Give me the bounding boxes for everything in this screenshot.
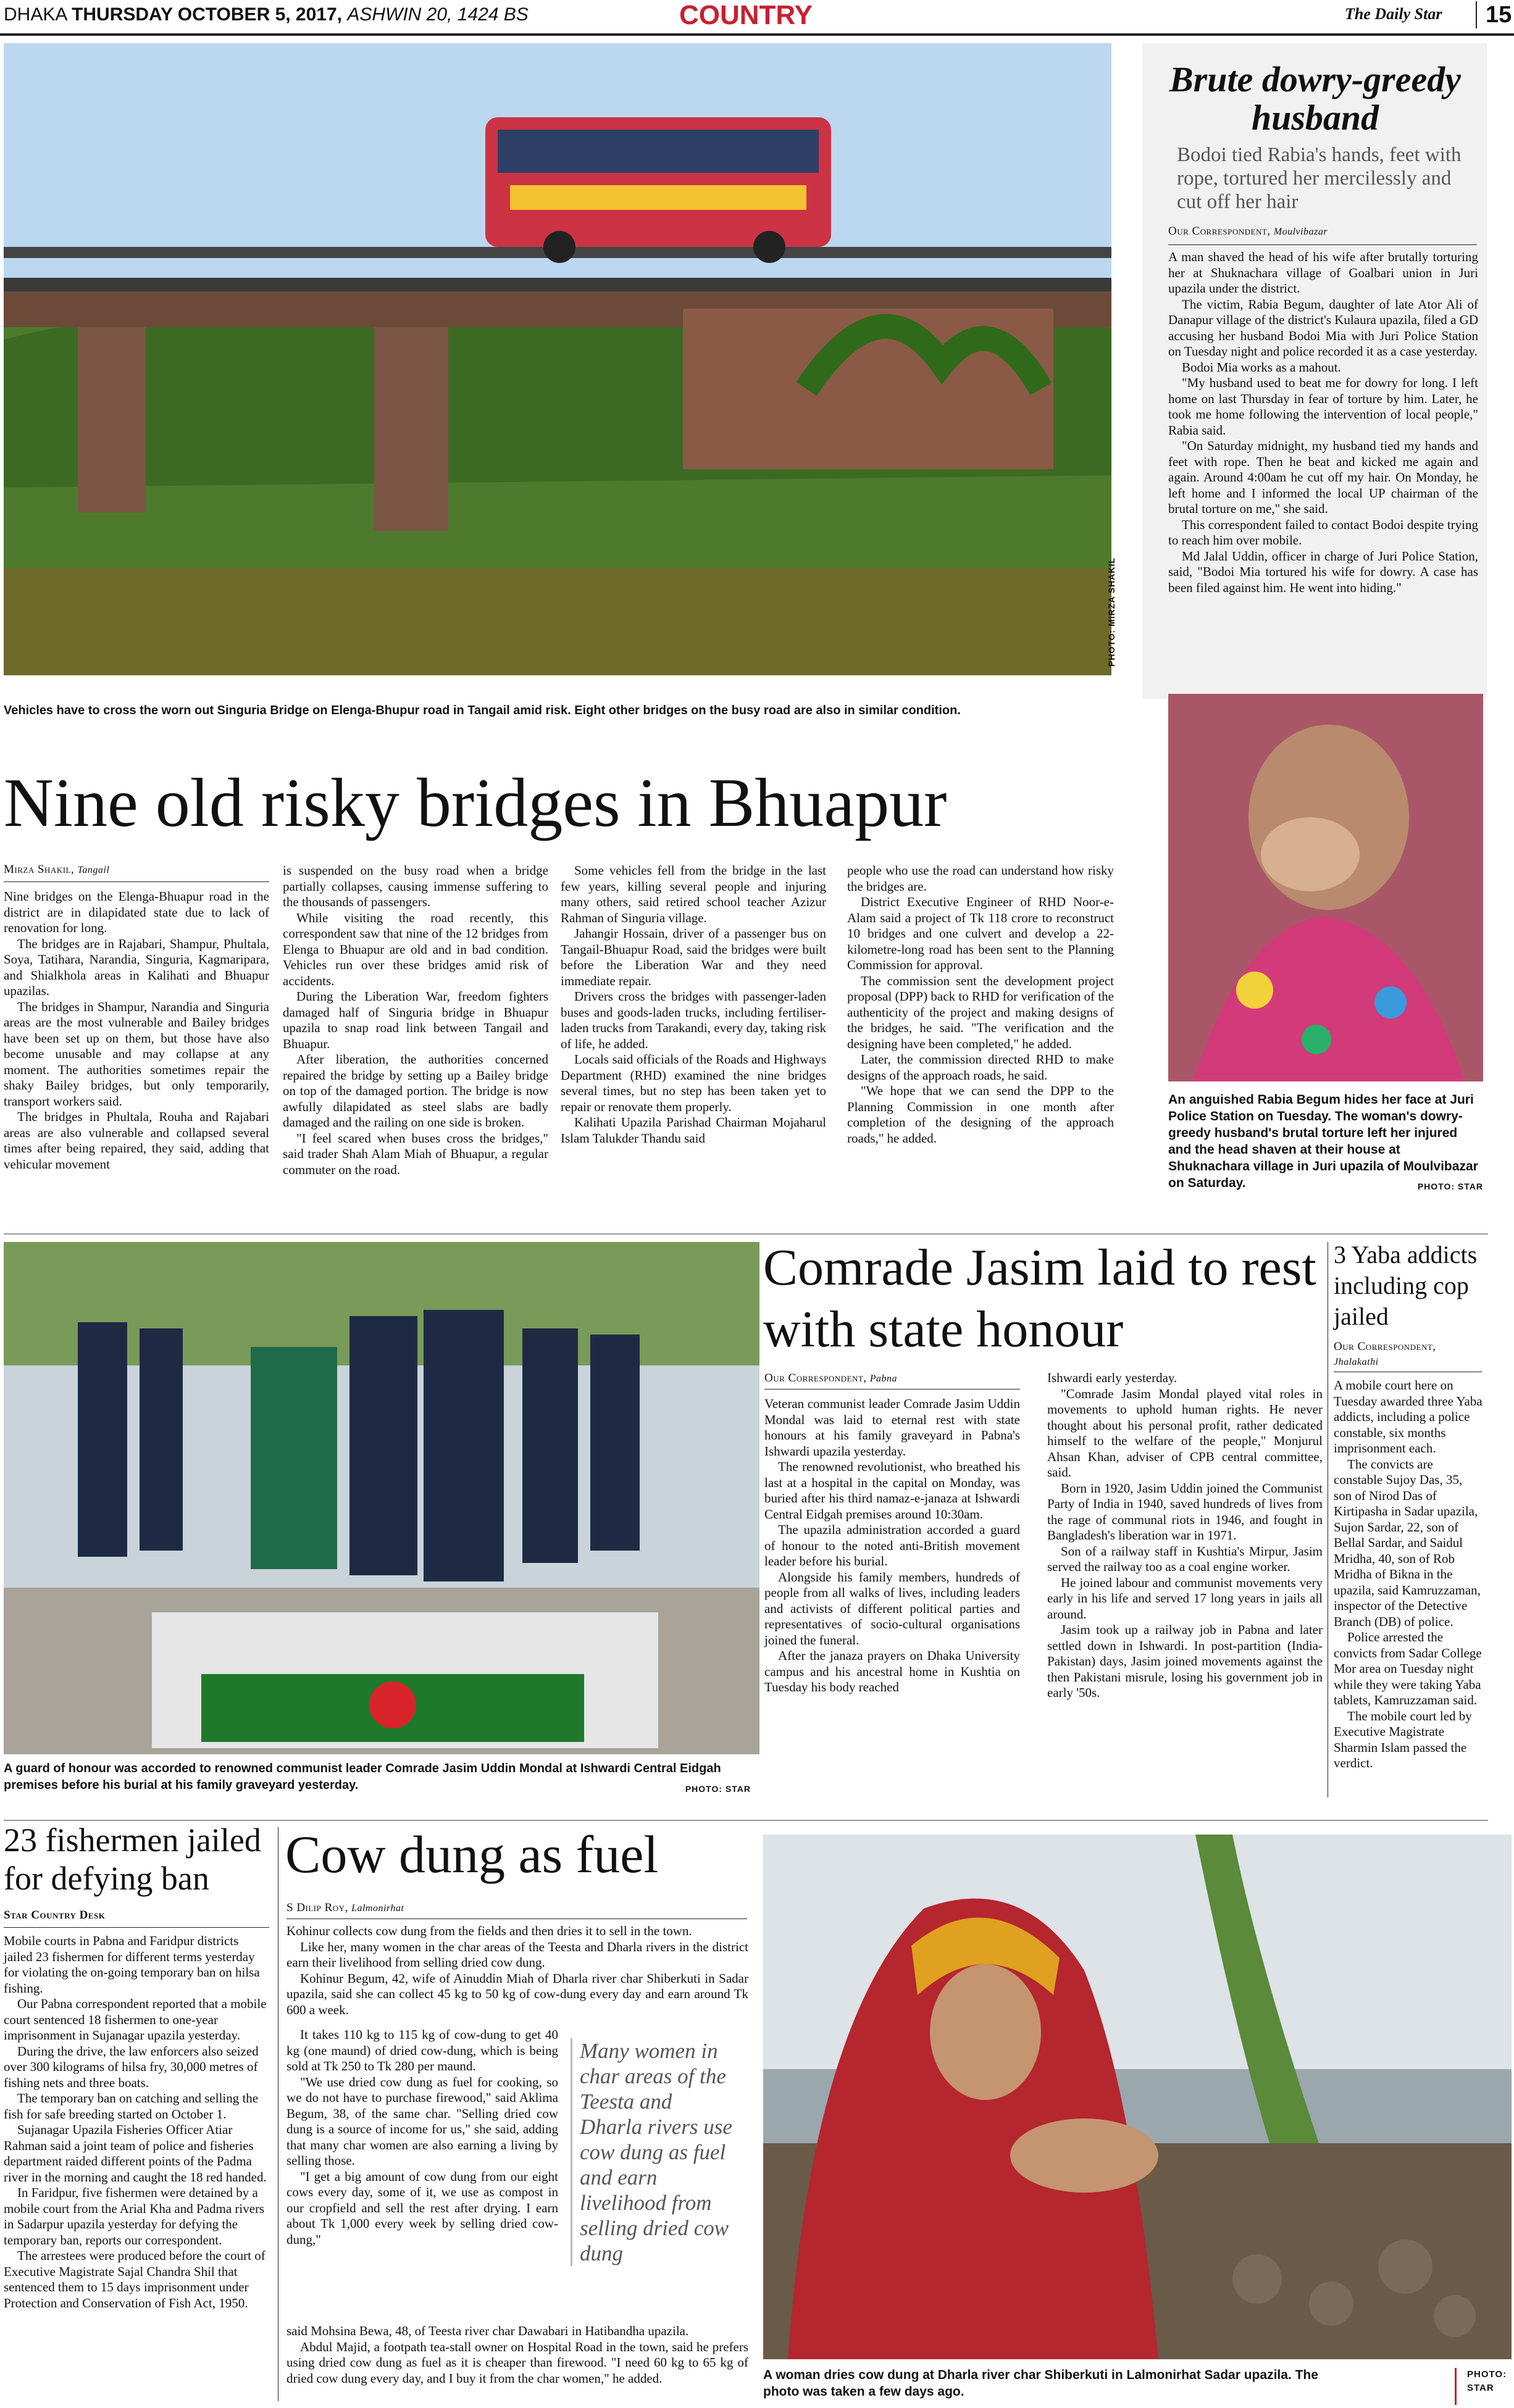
cowdung-paragraph: said Mohsina Bewa, 48, of Teesta river char Dawabari in Hatibandha upazila. xyxy=(286,2323,689,2338)
jasim-col-1 xyxy=(764,1396,1020,1696)
dowry-paragraph: Bodoi Mia works as a mahout. xyxy=(1182,359,1341,375)
jasim-paragraph: He joined labour and communist movements very early in his life and served 17 long years in jails all around. xyxy=(1047,1575,1323,1622)
jasim-caption-text: A guard of honour was accorded to renowned communist leader Comrade Jasim Uddin Mondal at Ishwardi Central Eidgah premises before his burial at his family graveyard yesterday. xyxy=(4,1762,721,1792)
bridge-paragraph: Drivers cross the bridges with passenger-laden buses and goods-laden trucks, including fertiliser-laden trucks from Tarakandi, every day, taking risk of life, he added. xyxy=(561,989,826,1051)
bridge-photo-credit: PHOTO: MIRZA SHAKIL xyxy=(1106,557,1116,667)
bridge-byline-place: Tangail xyxy=(77,865,110,875)
fishermen-paragraph: The arrestees were produced before the court of Executive Magistrate Sajal Chandra Shil that sentenced them to 15 days imprisonment under Protection and Conservation of Fish Act, 1950. xyxy=(4,2248,266,2310)
cowdung-headline: Cow dung as fuel xyxy=(285,1825,659,1884)
jasim-byline-place: Pabna xyxy=(869,1373,898,1384)
bridge-paragraph: Later, the commission directed RHD to make designs of the approach roads, he said. xyxy=(847,1052,1114,1083)
jasim-headline: Comrade Jasim laid to rest with state honour xyxy=(763,1239,1316,1358)
bridge-paragraph: "I feel scared when buses cross the bridges," said trader Shah Alam Miah of Bhuapur, a regular commuter on the road. xyxy=(283,1130,548,1177)
bridge-photo xyxy=(4,43,1111,675)
bridge-paragraph: District Executive Engineer of RHD Noor-e-Alam said a project of Tk 118 crore to reconstruct 10 bridges and one culvert and develop a 22-kilometre-long road has been sent to the Planning Commission for approval. xyxy=(847,894,1114,972)
jasim-paragraph: The renowned revolutionist, who breathed his last at a hospital in the capital on Monday, was buried after his third namaz-e-janaza at Ishwardi Central Eidgah premises around 10:30am. xyxy=(764,1459,1020,1522)
rabia-illustration xyxy=(1168,694,1483,1081)
woman-drying-dung-illustration xyxy=(763,1835,1512,2359)
bridge-col-1 xyxy=(4,889,269,1172)
fishermen-paragraph: During the drive, the law enforcers also seized over 300 kilograms of hilsa fry, 30,000 metres of fishing nets and three boats. xyxy=(4,2043,259,2090)
dowry-headline: Brute dowry-greedy husband xyxy=(1169,59,1461,138)
cowdung-paragraph: It takes 110 kg to 115 kg of cow-dung to get 40 kg (one maund) of dried cow-dung, which is being sold at Tk 250 to Tk 280 per maund. xyxy=(286,2027,558,2073)
cowdung-middle xyxy=(286,2027,558,2248)
dowry-body xyxy=(1168,249,1478,596)
rabia-caption xyxy=(1168,1091,1483,1195)
cowdung-byline xyxy=(286,1901,743,1915)
cowdung-byline-place: Lalmonirhat xyxy=(351,1903,404,1914)
bridge-paragraph: The bridges are in Rajabari, Shampur, Phultala, Soya, Tatihara, Narandia, Singuria, Kagmaripara, and Shialkhola areas in Kalihati and Bhuapur upazilas. xyxy=(4,936,269,998)
jasim-paragraph: Son of a railway staff in Kushtia's Mirpur, Jasim served the railway too as a coal engine worker. xyxy=(1047,1543,1323,1574)
bridge-col-2 xyxy=(283,863,548,1178)
masthead-rule xyxy=(0,33,1514,36)
fishermen-byline-rule xyxy=(4,1927,269,1928)
cowdung-photo-credit-label: PHOTO: xyxy=(1467,2369,1507,2380)
bridge-paragraph: The bridges in Phultala, Rouha and Rajabari areas are also vulnerable and collapsed several times after being repaired, they said, adding that vehicular movement xyxy=(4,1109,269,1172)
yaba-headline: 3 Yaba addicts including cop jailed xyxy=(1334,1241,1478,1330)
jasim-photo xyxy=(4,1242,759,1754)
masthead-city: DHAKA xyxy=(4,4,67,25)
dowry-byline-name: Our Correspondent, xyxy=(1168,225,1271,238)
yaba-paragraph: Police arrested the convicts from Sadar College Mor area on Tuesday night while they were taking Yaba tablets, Kamruzzaman said. xyxy=(1334,1630,1482,1707)
fishermen-headline: 23 fishermen jailed for defying ban xyxy=(4,1822,261,1897)
yaba-byline xyxy=(1334,1339,1488,1370)
dowry-byline-place: Moulvibazar xyxy=(1273,227,1328,237)
cowdung-paragraph: Kohinur collects cow dung from the fields and then dries it to sell in the town. xyxy=(286,1923,692,1938)
dowry-paragraph: The victim, Rabia Begum, daughter of late Ator Ali of Danapur village of the district's Kulaura upazila, filed a GD accusing her husband Bodoi Mia with Juri Police Station on Tuesday night and police recorded it as a case yesterday. xyxy=(1168,296,1478,359)
bridge-illustration xyxy=(4,43,1111,675)
cowdung-paragraph: Abdul Majid, a footpath tea-stall owner on Hospital Road in the town, said he prefers using dried cow dung as fuel as it is cheaper than firewood. "I need 60 kg to 65 kg of dried cow dung every day, and I buy it from the char women," he added. xyxy=(286,2339,748,2386)
masthead-date xyxy=(4,4,529,26)
section-divider xyxy=(4,1233,1488,1235)
rabia-photo xyxy=(1168,694,1483,1081)
jasim-paragraph: Alongside his family members, hundreds of people from all walks of lives, including leaders and activists of different political parties and representatives of socio-cultural organisations joined the funeral. xyxy=(764,1569,1020,1648)
bridge-paragraph: During the Liberation War, freedom fighters damaged half of Singuria bridge in Bhuapur upazila to snap road link between Tangail and Bhuapur. xyxy=(283,989,548,1051)
bridge-paragraph: Nine bridges on the Elenga-Bhuapur road in the district are in dilapidated state due to lack of renovation for long. xyxy=(4,889,269,935)
bridge-paragraph: Jahangir Hossain, driver of a passenger bus on Tangail-Bhuapur Road, said the bridges were built before the Liberation War and they need immediate repair. xyxy=(561,926,826,988)
dowry-paragraph: "My husband used to beat me for dowry for long. I left home on last Thursday in fear of torture by him. Later, he took me home following the intervention of local people," Rabia said. xyxy=(1168,375,1478,438)
fishermen-paragraph: Mobile courts in Pabna and Faridpur districts jailed 23 fishermen for different terms yesterday for violating the on-going temporary ban on hilsa fishing. xyxy=(4,1933,260,1996)
fishermen-paragraph: In Faridpur, five fishermen were detained by a mobile court from the Arial Kha and Padma rivers in Sadarpur upazila yesterday for defying the temporary ban, reports our correspondent. xyxy=(4,2185,265,2248)
dowry-subhead: Bodoi tied Rabia's hands, feet with rope, tortured her mercilessly and cut off her hair xyxy=(1177,144,1462,213)
jasim-paragraph: The upazila administration accorded a guard of honour to the noted anti-British movement leader before his burial. xyxy=(764,1522,1020,1569)
bridge-paragraph: After liberation, the authorities concerned repaired the bridge by setting up a Bailey bridge on top of the damaged portion. The bridge is now awfully dilapidated as steel slabs are badly damaged and the railing on one side is broken. xyxy=(283,1052,548,1130)
section-title: COUNTRY xyxy=(679,0,813,30)
jasim-photo-credit: PHOTO: STAR xyxy=(685,1784,751,1794)
dowry-byline xyxy=(1168,225,1477,238)
cowdung-paragraph: "We use dried cow dung as fuel for cooking, so we do not have to purchase firewood," said Aklima Begum, 38, of the same char. "Selling dried cow dung is a source of income for us," she said, adding that many char women are also earning a living by selling those. xyxy=(286,2074,558,2168)
cowdung-intro xyxy=(286,1923,748,2018)
cowdung-end xyxy=(286,2323,748,2386)
fishermen-paragraph: Sujanagar Upazila Fisheries Officer Atiar Rahman said a joint team of police and fisheries department raided different points of the Padma river in the morning and caught the 18 red handed. xyxy=(4,2122,267,2185)
yaba-byline-place: Jhalakathi xyxy=(1334,1357,1379,1367)
cowdung-photo-credit-source: STAR xyxy=(1467,2383,1494,2393)
jasim-paragraph: Born in 1920, Jasim Uddin joined the Communist Party of India in 1940, saved hundreds of lives from the rage of communal riots in 1946, and fought in Bangladesh's liberation war in 1971. xyxy=(1047,1480,1323,1543)
fishermen-body xyxy=(4,1933,270,2311)
dowry-paragraph: This correspondent failed to contact Bodoi despite trying to reach him over mobile. xyxy=(1168,517,1478,548)
cowdung-byline-rule xyxy=(286,1918,747,1919)
bridge-col-3 xyxy=(561,863,826,1146)
rabia-photo-credit: PHOTO: STAR xyxy=(1417,1181,1483,1191)
cowdung-byline-name: S Dilip Roy, xyxy=(286,1901,348,1914)
bridge-paragraph: people who use the road can understand how risky the bridges are. xyxy=(847,863,1114,894)
yaba-paragraph: A mobile court here on Tuesday awarded three Yaba addicts, including a police constable, six months imprisonment each. xyxy=(1334,1378,1483,1456)
rabia-caption-text: An anguished Rabia Begum hides her face at Juri Police Station on Tuesday. The woman's dowry-greedy husband's brutal torture left her injured and the head shaven at their house at Shuknachara village in Juri upazila of Moulvibazar on Saturday. xyxy=(1168,1093,1478,1190)
masthead-bangla-date: ASHWIN 20, 1424 BS xyxy=(347,4,529,25)
cowdung-paragraph: "I get a big amount of cow dung from our eight cows every day, some of it, we use as compost in our cropfield and sell the rest after drying. I earn about Tk 1,000 every week by selling dried cow-dung," xyxy=(286,2168,558,2247)
bridge-paragraph: Some vehicles fell from the bridge in the last few years, killing several people and injuring many others, said retired school teacher Azizur Rahman of Singuria village. xyxy=(561,863,826,925)
bridge-paragraph: is suspended on the busy road when a bridge partially collapses, causing immense suffering to the thousands of passengers. xyxy=(283,863,548,909)
bridge-headline: Nine old risky bridges in Bhuapur xyxy=(4,765,947,841)
cowdung-paragraph: Like her, many women in the char areas of the Teesta and Dharla rivers in the district earn their livelihood from selling dried cow dung. xyxy=(286,1939,748,1970)
jasim-byline-name: Our Correspondent, xyxy=(764,1372,867,1385)
bridge-paragraph: While visiting the road recently, this correspondent saw that nine of the 12 bridges from Elenga to Bhuapur are old and in bad condition. Vehicles run over these bridges amid risk of accidents. xyxy=(283,910,548,988)
fishermen-paragraph: The temporary ban on catching and selling the fish for safe breeding started on October 1. xyxy=(4,2091,259,2122)
funeral-illustration xyxy=(4,1242,759,1754)
cowdung-photo-credit xyxy=(1467,2368,1507,2395)
fishermen-paragraph: Our Pabna correspondent reported that a mobile court sentenced 18 fishermen to one-year imprisonment in Sujanagar upazila yesterday. xyxy=(4,1996,267,2043)
bridge-paragraph: Locals said officials of the Roads and Highways Department (RHD) examined the nine bridges several times, but no step has been taken yet to repair or renovate them properly. xyxy=(561,1052,826,1114)
page-number: 15 xyxy=(1476,1,1512,28)
dowry-paragraph: Md Jalal Uddin, officer in charge of Juri Police Station, said, "Bodoi Mia tortured his wife for dowry. A case has been filed against him. He went into hiding." xyxy=(1168,548,1478,595)
dowry-byline-rule xyxy=(1168,244,1477,245)
bridge-paragraph: "We hope that we can send the DPP to the Planning Commission in one month after completion of the designing of the approach roads," he added. xyxy=(847,1083,1114,1146)
bridge-paragraph: Kalihati Upazila Parishad Chairman Mojaharul Islam Talukder Thandu said xyxy=(561,1115,826,1146)
cowdung-credit-rule xyxy=(1455,2368,1457,2405)
jasim-paragraph: Ishwardi early yesterday. xyxy=(1047,1370,1177,1385)
jasim-paragraph: After the janaza prayers on Dhaka University campus and his ancestral home in Kushtia on Tuesday his body reached xyxy=(764,1648,1020,1694)
cowdung-caption: A woman dries cow dung at Dharla river char Shiberkuti in Lalmonirhat Sadar upazila. The photo was taken a few days ago. xyxy=(763,2368,1318,2399)
fishermen-byline: Star Country Desk xyxy=(4,1909,106,1922)
jasim-paragraph: Veteran communist leader Comrade Jasim Uddin Mondal was laid to eternal rest with state honours at his family graveyard in Pabna's Ishwardi upazila yesterday. xyxy=(764,1396,1020,1459)
yaba-paragraph: The mobile court led by Executive Magistrate Sharmin Islam passed the verdict. xyxy=(1334,1708,1472,1770)
bridge-paragraph: The bridges in Shampur, Narandia and Singuria areas are the most vulnerable and Bailey bridges have been set up on them, but those have also become unusable and may collapse at any moment. The authorities sometimes repair the shaky Bailey bridges, but only temporarily, transport workers said. xyxy=(4,999,269,1109)
jasim-byline xyxy=(764,1372,1024,1385)
jasim-caption xyxy=(4,1760,751,1798)
bridge-photo-caption: Vehicles have to cross the worn out Singuria Bridge on Elenga-Bhupur road in Tangail amid risk. Eight other bridges on the busy road are also in similar condition. xyxy=(4,704,961,717)
yaba-paragraph: The convicts are constable Sujoy Das, 35, son of Nirod Das of Kirtipasha in Sadar upazila, Sujon Sardar, 22, son of Bellal Sardar, and Saidul Mridha, 40, son of Rob Mridha of Bikna in the upazila, said Kamruzzaman, inspector of the Detective Branch (DB) of police. xyxy=(1334,1456,1481,1629)
paper-logo: The Daily Star xyxy=(1345,5,1442,23)
yaba-byline-name: Our Correspondent, xyxy=(1334,1340,1436,1353)
dowry-paragraph: A man shaved the head of his wife after brutally torturing her at Shuknachara village of Goalbari union in Juri upazila under the district. xyxy=(1168,249,1478,296)
bridge-byline-name: Mirza Shakil, xyxy=(4,863,75,876)
masthead xyxy=(0,0,1514,32)
jasim-paragraph: "Comrade Jasim Mondal played vital roles in movements to uphold human rights. He never thought about his personal profit, rather dedicated himself to the welfare of the people," Monjurul Ahsan Khan, adviser of CPB central committee, said. xyxy=(1047,1386,1323,1480)
cowdung-pullquote: Many women in char areas of the Teesta and Dharla rivers use cow dung as fuel and earn livelihood from selling dried cow dung xyxy=(571,2038,737,2266)
bridge-byline-rule xyxy=(4,881,269,882)
yaba-body xyxy=(1334,1378,1483,1772)
cowdung-photo xyxy=(763,1835,1512,2359)
bridge-byline xyxy=(4,863,269,877)
masthead-weekday-date: THURSDAY OCTOBER 5, 2017, xyxy=(72,4,342,25)
jasim-col-2 xyxy=(1047,1370,1323,1701)
bridge-col-4 xyxy=(847,863,1114,1146)
dowry-paragraph: "On Saturday midnight, my husband tied my hands and feet with rope. Then he beat and kicked me again and again. Around 4:00am he cut off my hair. On Monday, he left home and I informed the local UP chairman of the brutal torture on me," she said. xyxy=(1168,438,1478,516)
jasim-paragraph: Jasim took up a railway job in Pabna and later settled down in Ishwardi. In post-partition (India-Pakistan) days, Jasim joined movements against the then Pakistani misrule, losing his government job in early '50s. xyxy=(1047,1622,1323,1700)
cowdung-paragraph: Kohinur Begum, 42, wife of Ainuddin Miah of Dharla river char Shiberkuti in Sadar upazila, said she can collect 45 kg to 50 kg of cow-dung every day and earn around Tk 600 a week. xyxy=(286,1970,748,2017)
bridge-paragraph: The commission sent the development project proposal (DPP) back to RHD for verification of the authenticity of the project and making designs of the bridges, he said. "The verification and the designing have been completed," he added. xyxy=(847,973,1114,1051)
